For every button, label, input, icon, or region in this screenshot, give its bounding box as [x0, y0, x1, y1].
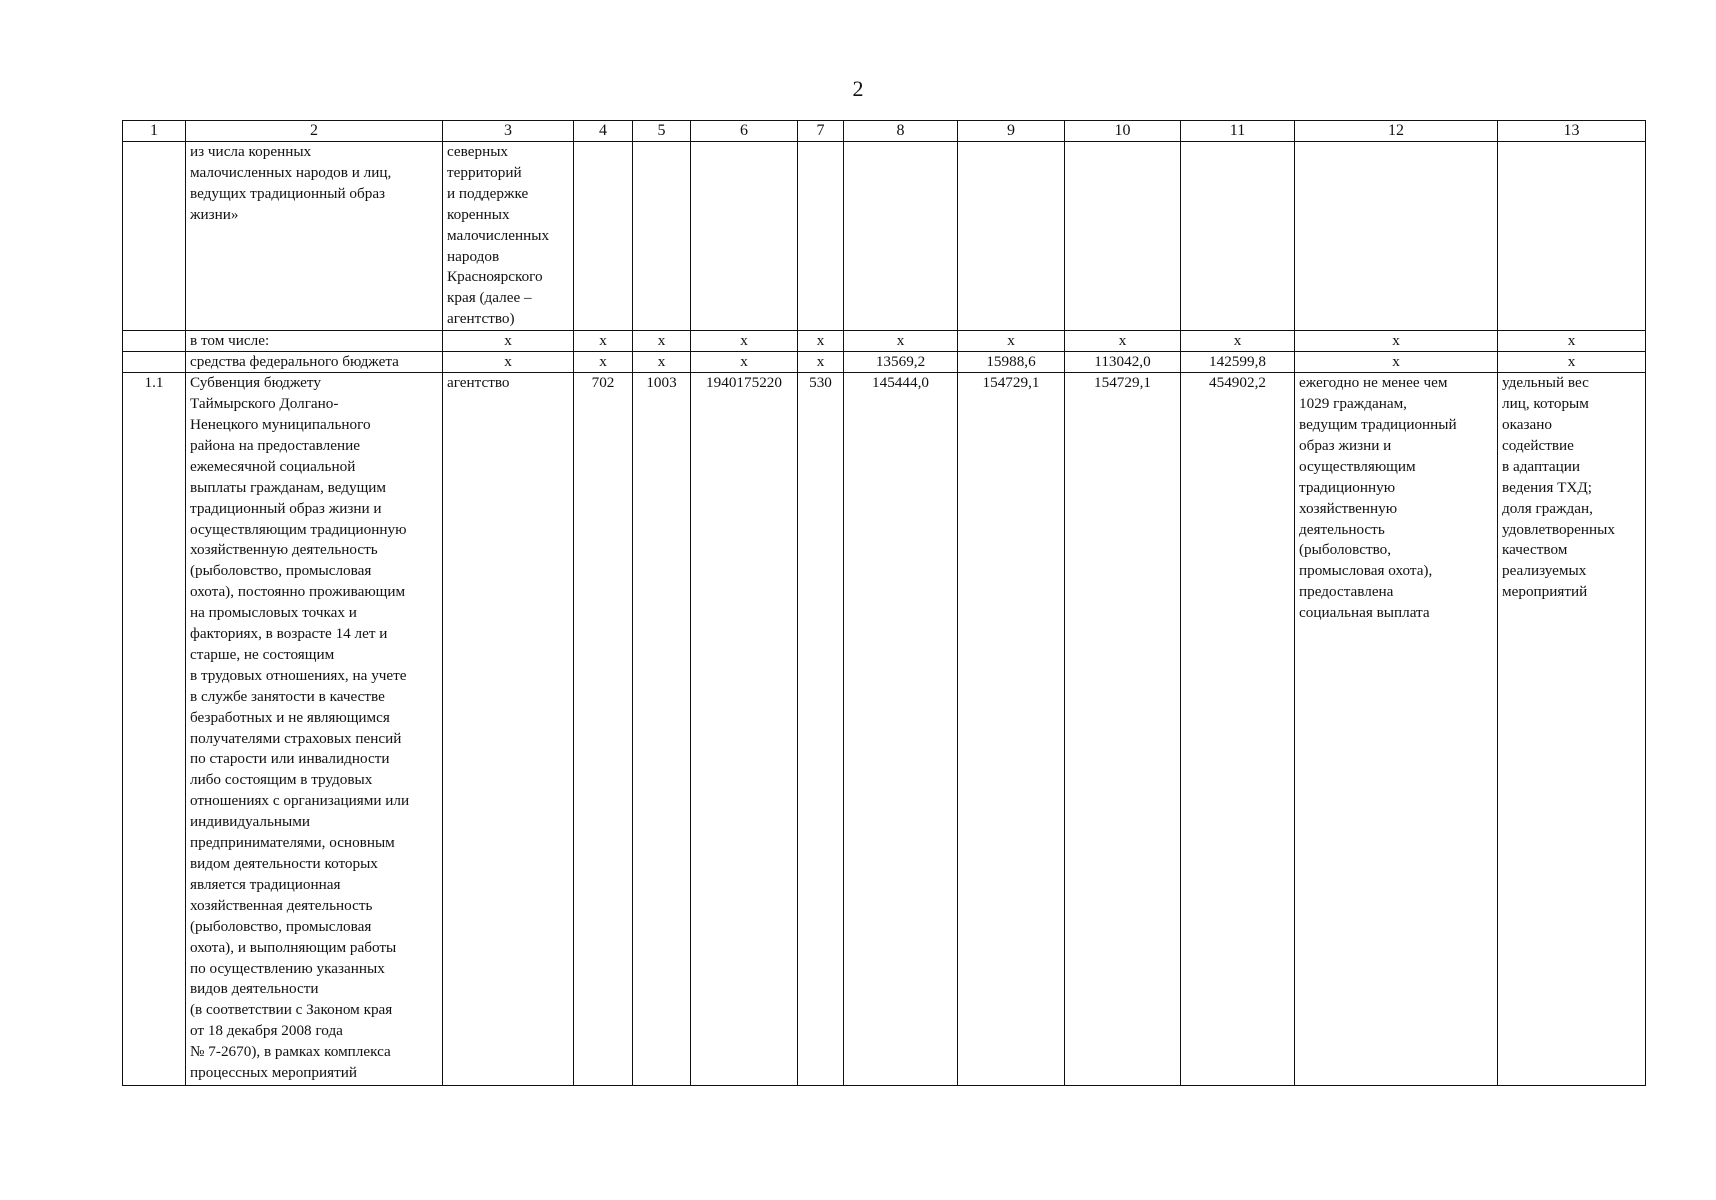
col-number: 2 [186, 121, 443, 142]
x-cell: х [1498, 331, 1646, 352]
program-table [122, 120, 1646, 1086]
cell [1065, 142, 1181, 331]
x-cell: х [1295, 352, 1498, 373]
x-cell: х [443, 331, 574, 352]
indicator-cell: удельный вес лиц, которым оказано содействие в адаптации ведения ТХД; доля граждан, удовлетворенных качеством реализуемых мероприятий [1498, 373, 1646, 1086]
executor-cell: агентство [443, 373, 574, 1086]
x-cell: х [958, 331, 1065, 352]
cell [691, 142, 798, 331]
vr-code-cell: 530 [798, 373, 844, 1086]
row-number-cell: 1.1 [123, 373, 186, 1086]
row-1-1 [123, 373, 1646, 1086]
label-cell: средства федерального бюджета [186, 352, 443, 373]
cell [1295, 142, 1498, 331]
cell [123, 142, 186, 331]
amount-cell: 113042,0 [1065, 352, 1181, 373]
col-number: 11 [1181, 121, 1295, 142]
amount-cell: 145444,0 [844, 373, 958, 1086]
amount-cell: 154729,1 [1065, 373, 1181, 1086]
page-number: 2 [852, 76, 864, 101]
col-number: 7 [798, 121, 844, 142]
csr-code-cell: 1940175220 [691, 373, 798, 1086]
col-number: 9 [958, 121, 1065, 142]
label-cell: в том числе: [186, 331, 443, 352]
amount-cell: 142599,8 [1181, 352, 1295, 373]
col-number: 10 [1065, 121, 1181, 142]
col-number: 12 [1295, 121, 1498, 142]
column-number-row [123, 121, 1646, 142]
x-cell: х [1498, 352, 1646, 373]
cell [1498, 142, 1646, 331]
x-cell: х [691, 352, 798, 373]
executor-cell: северных территорий и поддержке коренных малочисленных народов Красноярского края (далее – агентство) [443, 142, 574, 331]
federal-budget-row [123, 352, 1646, 373]
x-cell: х [844, 331, 958, 352]
x-cell: х [1181, 331, 1295, 352]
x-cell: х [798, 331, 844, 352]
col-number: 6 [691, 121, 798, 142]
x-cell: х [691, 331, 798, 352]
cell [1181, 142, 1295, 331]
cell [123, 331, 186, 352]
col-number: 1 [123, 121, 186, 142]
measure-name-cell: Субвенция бюджету Таймырского Долгано- Ненецкого муниципального района на предоставление ежемесячной социальной выплаты гражданам, ведущим традиционный образ жизни и осуществляющим традиционную хозяйственную деятельность (рыболовство, промысловая охота), постоянно проживающим на промысловых точках и факториях, в возрасте 14 лет и старше, не состоящим в трудовых отношениях, на учете в службе занятости в качестве безработных и не являющимся получателями страховых пенсий по старости или инвалидности либо состоящим в трудовых отношениях с организациями или индивидуальными предпринимателями, основным видом деятельности которых является традиционная хозяйственная деятельность (рыболовство, промысловая охота), и выполняющим работы по осуществлению указанных видов деятельности (в соответствии с Законом края от 18 декабря 2008 года № 7-2670), в рамках комплекса процессных мероприятий [186, 373, 443, 1086]
col-number: 4 [574, 121, 633, 142]
program-name-cell: из числа коренных малочисленных народов и лиц, ведущих традиционный образ жизни» [186, 142, 443, 331]
x-cell: х [633, 331, 691, 352]
col-number: 3 [443, 121, 574, 142]
x-cell: х [633, 352, 691, 373]
rzpr-code-cell: 1003 [633, 373, 691, 1086]
cell [123, 352, 186, 373]
x-cell: х [443, 352, 574, 373]
amount-cell: 13569,2 [844, 352, 958, 373]
amount-cell: 154729,1 [958, 373, 1065, 1086]
x-cell: х [1065, 331, 1181, 352]
expected-result-cell: ежегодно не менее чем 1029 гражданам, ведущим традиционный образ жизни и осуществляющим традиционную хозяйственную деятельность (рыболовство, промысловая охота), предоставлена социальная выплата [1295, 373, 1498, 1086]
cell [798, 142, 844, 331]
x-cell: х [574, 352, 633, 373]
continuation-row [123, 142, 1646, 331]
total-amount-cell: 454902,2 [1181, 373, 1295, 1086]
x-cell: х [798, 352, 844, 373]
x-cell: х [574, 331, 633, 352]
including-row [123, 331, 1646, 352]
col-number: 5 [633, 121, 691, 142]
cell [958, 142, 1065, 331]
amount-cell: 15988,6 [958, 352, 1065, 373]
x-cell: х [1295, 331, 1498, 352]
col-number: 13 [1498, 121, 1646, 142]
cell [574, 142, 633, 331]
cell [844, 142, 958, 331]
col-number: 8 [844, 121, 958, 142]
grbs-code-cell: 702 [574, 373, 633, 1086]
cell [633, 142, 691, 331]
